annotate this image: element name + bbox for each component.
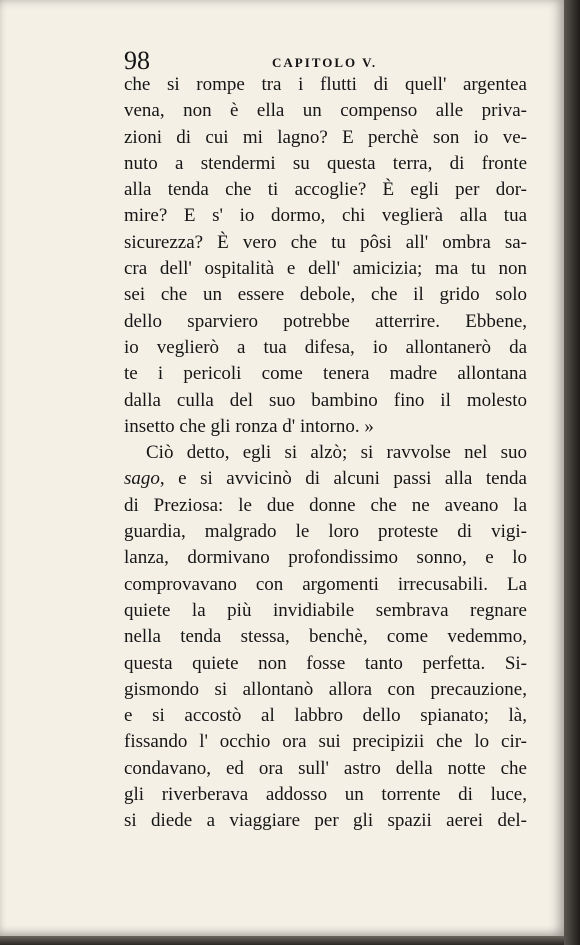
text-line: sei che un essere debole, che il grido solo [124,284,527,306]
page-number: 98 [124,46,150,75]
running-head: CAPITOLO V. [272,55,378,70]
text-line: e si accostò al labbro dello spianato; là, [124,705,527,727]
text-line: insetto che gli ronza d' intorno. » [124,415,374,437]
text-line: sago, e si avvicinò di alcuni passi alla tenda [124,468,527,490]
text-line: vena, non è ella un compenso alle priva- [124,100,527,122]
text-line: fissando l' occhio ora sui precipizii che lo cir- [124,731,527,753]
text-line: dalla culla del suo bambino fino il molesto [124,389,527,411]
text-line: sicurezza? È vero che tu pôsi all' ombra sa- [124,231,527,253]
text-line: cra dell' ospitalità e dell' amicizia; ma tu non [124,258,527,280]
text-line: gli riverberava addosso un torrente di luce, [124,784,527,806]
text-line: condavano, ed ora sull' astro della notte che [124,757,527,779]
text-line: mire? E s' io dormo, chi veglierà alla tua [124,205,527,227]
book-spine-edge [564,0,580,945]
text-line: guardia, malgrado le loro proteste di vigi- [124,521,527,543]
text-line: quiete la più invidiabile sembrava regnare [124,599,527,621]
text-line: io veglierò a tua difesa, io allontanerò da [124,336,527,358]
text-line: nuto a stendermi su questa terra, di fronte [124,152,527,174]
text-line: di Preziosa: le due donne che ne aveano la [124,494,527,516]
text-line: alla tenda che ti accoglie? È egli per dor- [124,179,527,201]
text-line: si diede a viaggiare per gli spazii aerei del- [124,810,527,832]
page-bottom-edge [0,936,564,945]
paragraph-1 [124,72,527,440]
text-line: zioni di cui mi lagno? E perchè son io ve- [124,126,527,148]
text-line: te i pericoli come tenera madre allontana [124,363,527,385]
text-line: comprovavano con argomenti irrecusabili. La [124,573,527,595]
text-line: nella tenda stessa, benchè, come vedemmo, [124,626,527,648]
text-line: gismondo si allontanò allora con precauzione, [124,678,527,700]
text-line: lanza, dormivano profondissimo sonno, e lo [124,547,527,569]
text-line: questa quiete non fosse tanto perfetta. Si- [124,652,527,674]
text-line: che si rompe tra i flutti di quell' argentea [124,74,527,95]
paragraph-2 [124,440,527,834]
body-text [124,72,527,835]
text-line: Ciò detto, egli si alzò; si ravvolse nel suo [146,442,527,464]
text-line: dello sparviero potrebbe atterrire. Ebbene, [124,310,527,332]
